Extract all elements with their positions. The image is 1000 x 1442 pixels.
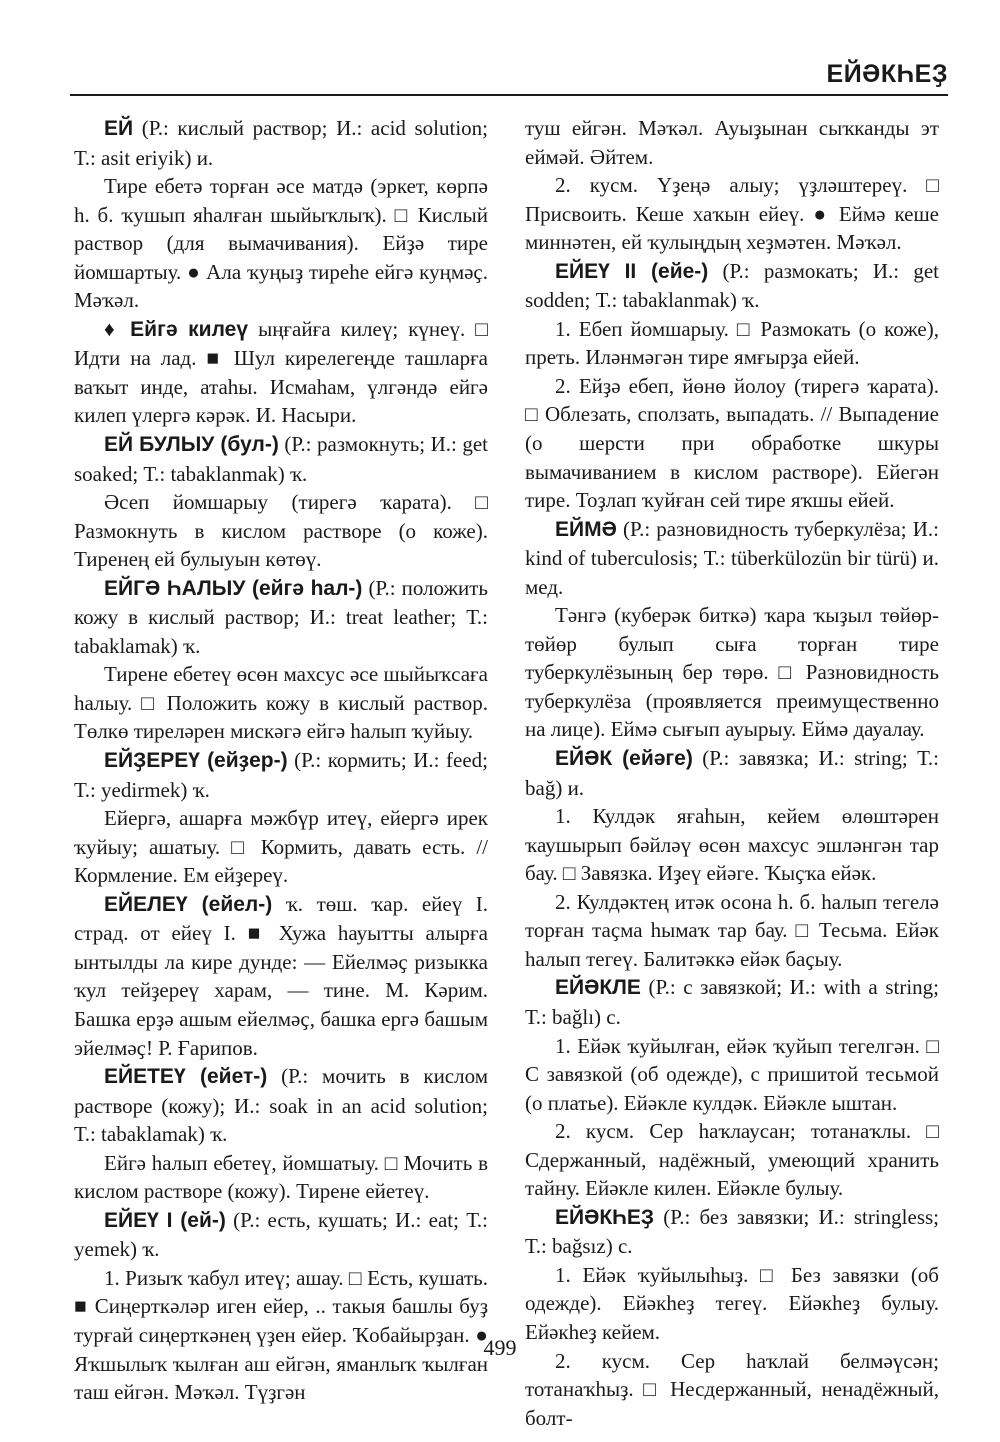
left-column xyxy=(74,114,488,1407)
entry-headword: ЕЙЕҮ II (ейе-) xyxy=(555,259,709,283)
entry-text: 1. Ейәк ҡуйылған, ейәк ҡуйып тегелгән. □ С завязкой (об одежде), с пришитой тесьмой (о платье). Ейәкле кулдәк. Ейәкле ыштан. xyxy=(525,1033,939,1115)
dictionary-entry xyxy=(525,744,939,802)
entry-headword: ЕЙ xyxy=(104,117,134,140)
right-column xyxy=(525,114,939,1432)
running-header xyxy=(70,60,948,96)
entry-text: Тирене ебетеү өсөн махсус әсе шыйыҡсаға һалыу. □ Положить кожу в кислый раствор. Төлкө тиреләрен мискәгә ейгә һалып ҡуйыу. xyxy=(74,662,488,744)
entry-text: (Р.: завязка; И.: string; Т.: bağ) и. xyxy=(525,746,939,800)
entry-paragraph xyxy=(74,172,488,315)
entry-headword: ♦ Ейгә килеү xyxy=(104,317,249,341)
entry-text: (Р.: мочить в кислом растворе (кожу); И.: soak in an acid solution; Т.: tabaklamak) ҡ. xyxy=(74,1064,488,1147)
entry-headword: ЕЙӘК (ейәге) xyxy=(555,747,693,771)
entry-text: (Р.: размокнуть; И.: get soaked; Т.: tabaklanmak) ҡ. xyxy=(74,432,488,486)
dictionary-entry xyxy=(74,114,488,172)
entry-text: 1. Ебеп йомшарыу. □ Размокать (о коже), преть. Иләнмәгән тире ямғырҙа ейей. xyxy=(525,316,939,370)
entry-paragraph xyxy=(525,601,939,744)
entry-headword: ЕЙ БУЛЫУ (бул-) xyxy=(104,433,279,457)
dictionary-entry xyxy=(74,574,488,661)
entry-text: Тире ебетә торған әсе матдә (эркет, көрпә һ. б. ҡушып яһалған шыйыҡлыҡ). □ Кислый раствор (для вымачивания). Ейҙә тире йомшартыу. ● Ала ҡуңыҙ тиреһе ейгә куңмәҫ. Мәҡәл. xyxy=(74,174,488,313)
entry-text: 1. Ризыҡ ҡабул итеү; ашау. □ Есть, кушать. ■ Сиңерткәләр иген ейер, .. такыя башлы буҙ турғай сиңерткәнең үҙен ейер. Ҡобайырҙан. ● Яҡшылыҡ ҡылған аш ейгән, яманлыҡ ҡылған таш ейгән. Мәҡәл. Түҙгән xyxy=(74,1265,488,1405)
entry-paragraph xyxy=(74,1149,488,1206)
page-number: 499 xyxy=(483,1335,517,1360)
entry-paragraph xyxy=(525,1032,939,1118)
entry-headword: ЕЙЕҮ I (ей-) xyxy=(104,1208,226,1232)
entry-text: (Р.: без завязки; И.: stringless; Т.: bağsız) с. xyxy=(525,1204,939,1259)
dictionary-entry xyxy=(74,746,488,804)
entry-paragraph xyxy=(525,888,939,974)
entry-text: (Р.: кормить; И.: feed; Т.: yedirmek) ҡ. xyxy=(74,748,488,802)
entry-paragraph xyxy=(525,315,939,372)
entry-paragraph xyxy=(525,372,939,515)
dictionary-entry xyxy=(74,1206,488,1264)
entry-text: ҡ. төш. ҡар. ейеү I. страд. от ейеү I. ■ Хужа һауытты алырға ынтылды ла кире дунде: — Ейелмәҫ ризыкка ҡул тейҙереү харам, — тине. М. Кәрим. Башка ерҙә ашым ейелмәҫ, башка ергә башым эйелмәҫ! Р. Ғарипов. xyxy=(74,891,488,1060)
entry-headword: ЕЙГӘ ҺАЛЫУ (ейгә һал-) xyxy=(104,576,363,600)
entry-headword: ЕЙЕТЕҮ (ейет-) xyxy=(104,1065,268,1089)
dictionary-entry xyxy=(525,1203,939,1261)
entry-text: Тәнгә (куберәк биткә) ҡара ҡыҙыл төйөр-төйөр булып сыға торған тире туберкулёзының бер төрө. □ Разновидность туберкулёза (проявляется преимущественно на лице). Еймә сығып ауырыу. Еймә дауалау. xyxy=(525,603,939,742)
entry-paragraph xyxy=(74,660,488,746)
entry-text: Әсеп йомшарыу (тирегә ҡарата). □ Размокнуть в кислом растворе (о коже). Тиренең ей булыуын көтөү. xyxy=(74,490,488,572)
entry-text: (Р.: размокать; И.: get sodden; Т.: tabaklanmak) ҡ. xyxy=(525,258,939,313)
dictionary-entry xyxy=(74,1062,488,1149)
entry-headword: ЕЙЕЛЕҮ (ейел-) xyxy=(104,892,273,916)
dictionary-entry xyxy=(74,890,488,1062)
entry-paragraph xyxy=(525,1117,939,1203)
entry-text: 1. Ейәк ҡуйылыһыҙ. □ Без завязки (об одежде). Ейәкһеҙ тегеү. Ейәкһеҙ булыу. Ейәкһеҙ кейем. xyxy=(525,1262,939,1344)
entry-text: 2. кусм. Сер һаҡлаусан; тотанаҡлы. □ Сдержанный, надёжный, умеющий хранить тайну. Ейәкле килен. Ейәкле булыу. xyxy=(525,1119,939,1201)
entry-headword: ЕЙӘКҺЕҘ xyxy=(555,1205,655,1229)
dictionary-entry xyxy=(74,430,488,488)
entry-paragraph xyxy=(525,171,939,257)
dictionary-entry xyxy=(525,257,939,315)
dictionary-entry xyxy=(525,515,939,602)
entry-paragraph xyxy=(525,1261,939,1347)
running-head-word: ЕЙӘКҺЕҘ xyxy=(826,60,948,88)
entry-text: (Р.: положить кожу в кислый раствор; И.: treat leather; Т.: tabaklamak) ҡ. xyxy=(74,575,488,658)
entry-headword: ЕЙӘКЛЕ xyxy=(555,976,641,1000)
entry-text: ыңғайға килеү; күнеү. □ Идти на лад. ■ Шул кирелегеңде ташларға ваҡыт инде, атаһы. Исмаһам, үлгәндә ейгә килеп үлергә кәрәк. И. Насыри. xyxy=(74,316,488,428)
entry-paragraph xyxy=(525,802,939,888)
entry-text: (Р.: кислый раствор; И.: acid solution; Т.: asit eriyik) и. xyxy=(74,116,489,170)
entry-text: (Р.: разновидность туберкулёза; И.: kind of tuberculosis; Т.: tüberkülozün bir türü) и. мед. xyxy=(525,516,940,599)
entry-headword: ЕЙҘЕРЕҮ (ейҙер-) xyxy=(104,749,288,773)
entry-text: туш ейгән. Мәҡәл. Ауыҙынан сыҡканды эт еймәй. Әйтем. xyxy=(525,116,939,169)
entry-paragraph xyxy=(74,804,488,890)
entry-text: 2. Ейҙә ебеп, йөнө йолоу (тирегә ҡарата). □ Облезать, сползать, выпадать. // Выпадение (о шерсти при обработке шкуры вымачиванием в кислом растворе). Ейегән тире. Тоҙлап ҡуйған сей тире яҡшы ейей. xyxy=(525,373,939,513)
entry-headword: ЕЙМӘ xyxy=(555,517,617,541)
dictionary-entry xyxy=(525,973,939,1031)
entry-text: 2. кусм. Сер һаҡлай белмәүсән; тотанаҡһыҙ. □ Несдержанный, ненадёжный, болт- xyxy=(525,1348,939,1430)
entry-text: (Р.: с завязкой; И.: with a string; Т.: bağlı) с. xyxy=(525,975,939,1029)
entry-text: 2. кусм. Үҙеңә алыу; үҙләштереү. □ Присвоить. Кеше хаҡын ейеү. ● Еймә кеше миннәтен, ей ҡулыңдың хеҙмәтен. Мәҡәл. xyxy=(525,173,939,255)
entry-text: 1. Кулдәк яғаһын, кейем өлөштәрен ҡаушырып бәйләү өсөн махсус эшләнгән тар бау. □ Завязка. Иҙеү ейәге. Ҡыҫҡа ейәк. xyxy=(525,804,939,886)
entry-text: Ейгә һалып ебетеү, йомшатыу. □ Мочить в кислом растворе (кожу). Тирене ейетеү. xyxy=(74,1150,488,1204)
entry-text: (Р.: есть, кушать; И.: eat; Т.: yemek) ҡ. xyxy=(74,1207,489,1262)
entry-text: Ейергә, ашарға мәжбүр итеү, ейергә ирек ҡуйыу; ашатыу. □ Кормить, давать есть. // Кормление. Ем ейҙереү. xyxy=(74,806,488,888)
entry-paragraph xyxy=(525,114,939,171)
entry-text: 2. Кулдәктең итәк осона һ. б. һалып тегелә торған таҫма һымаҡ тар бау. □ Тесьма. Ейәк һалып тегеү. Балитәккә ейәк баҫыу. xyxy=(525,889,939,971)
dictionary-entry xyxy=(74,315,488,430)
entry-paragraph xyxy=(74,488,488,574)
